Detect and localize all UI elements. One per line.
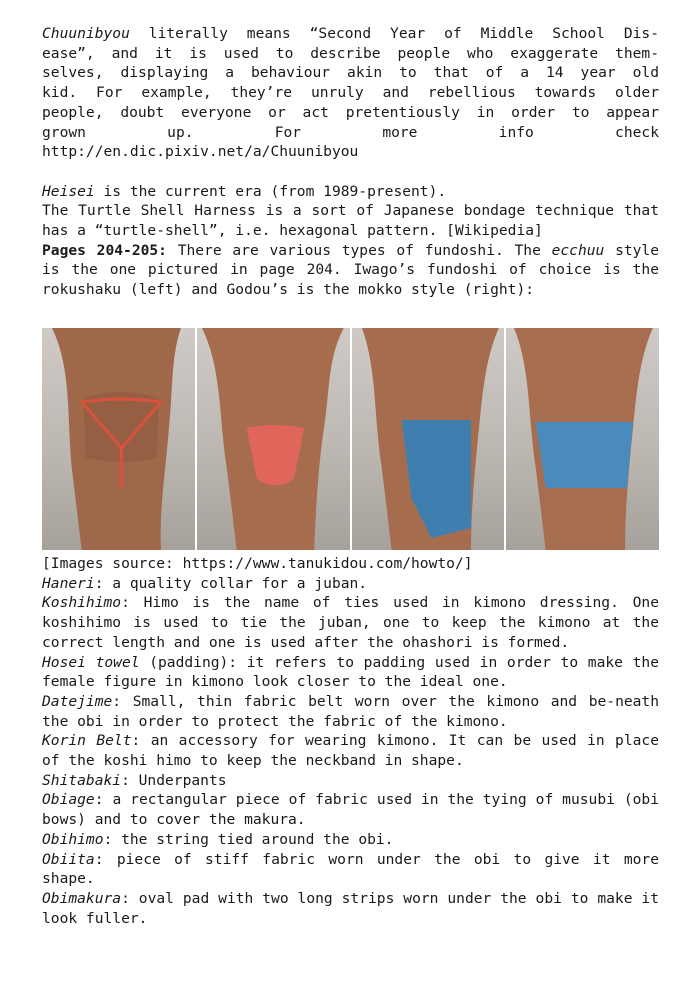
- figure-back-icon: [42, 328, 195, 550]
- glossary-korin-belt: Korin Belt: an accessory for wearing kimono. It can be used in place of the koshi himo to keep the neckband in shape.: [42, 732, 659, 770]
- turtle-paragraph: The Turtle Shell Harness is a sort of Japanese bondage technique that has a “turtle-shell”, i.e. hexagonal pattern. [Wikipedia]: [42, 202, 659, 240]
- chuunibyou-term: Chuunibyou: [42, 25, 130, 42]
- glossary-obiita: Obiita: piece of stiff fabric worn under the obi to give it more shape.: [42, 850, 659, 888]
- figure-front-apron-icon: [352, 328, 505, 550]
- chuunibyou-link[interactable]: http://en.dic.pixiv.net/a/Chuunibyou: [42, 143, 359, 161]
- fundoshi-photo-3: [352, 328, 505, 550]
- heisei-term: Heisei: [42, 182, 95, 200]
- glossary-koshihimo: Koshihimo: Himo is the name of ties used in kimono dressing. One koshihimo is used to tie the juban, one to keep the kimono at the correct length and one is used after the ohashori is formed.: [42, 594, 659, 651]
- glossary-obimakura: Obimakura: oval pad with two long strips worn under the obi to make it look fuller.: [42, 889, 659, 927]
- chuunibyou-paragraph: Chuunibyou literally means “Second Year of Middle School Dis- ease”, and it is used to describe people who exaggerate them- selves, displaying a behaviour akin to that of a 14 year old kid. For example, they’re unruly and rebellious towards older people, doubt everyone or act pretentiously in order to appear grown up. For more info check: [42, 25, 659, 141]
- pages-label: Pages 204-205:: [42, 241, 167, 259]
- figure-front-icon: [197, 328, 350, 550]
- top-text-block: [42, 24, 659, 300]
- fundoshi-photo-4: [506, 328, 659, 550]
- fundoshi-photo-strip: [42, 328, 659, 550]
- fundoshi-photo-2: [197, 328, 350, 550]
- glossary-obihimo: Obihimo: the string tied around the obi.: [42, 830, 394, 848]
- bottom-text-block: [42, 554, 659, 928]
- heisei-paragraph: Heisei is the current era (from 1989-present).: [42, 182, 447, 200]
- glossary-obiage: Obiage: a rectangular piece of fabric used in the tying of musubi (obi bows) and to cover the makura.: [42, 791, 659, 829]
- images-source: [Images source: https://www.tanukidou.com/howto/]: [42, 555, 473, 572]
- glossary-shitabaki: Shitabaki: Underpants: [42, 771, 227, 789]
- figure-front-mokko-icon: [506, 328, 659, 550]
- glossary-hosei-towel: Hosei towel (padding): it refers to padding used in order to make the female figure in kimono look closer to the ideal one.: [42, 653, 659, 691]
- fundoshi-4: [536, 422, 633, 488]
- glossary-haneri: Haneri: a quality collar for a juban.: [42, 574, 368, 592]
- pages-paragraph: Pages 204-205: There are various types of fundoshi. The ecchuu style is the one pictured in page 204. Iwago’s fundoshi of choice is the rokushaku (left) and Godou’s is the mokko style (right):: [42, 241, 659, 299]
- ecchuu-term: ecchuu: [551, 241, 605, 259]
- glossary-datejime: Datejime: Small, thin fabric belt worn over the kimono and be-neath the obi in order to protect the fabric of the kimono.: [42, 692, 659, 730]
- fundoshi-photo-1: [42, 328, 195, 550]
